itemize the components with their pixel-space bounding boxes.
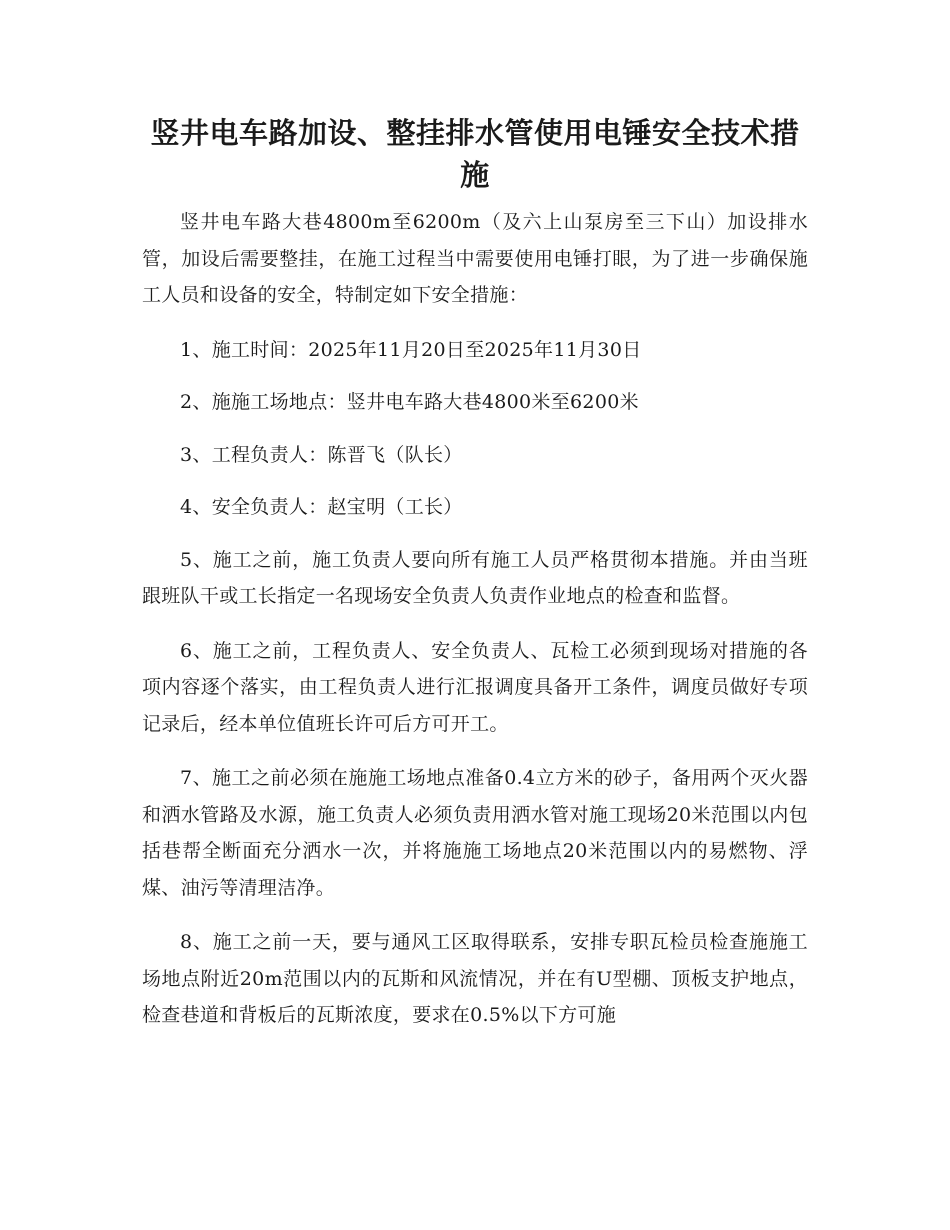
item-construction-site: 2、施施工场地点：竖井电车路大巷4800米至6200米 — [180, 391, 639, 413]
item-8-gas-check: 8、施工之前一天，要与通风工区取得联系，安排专职瓦检员检查施施工场地点附近20m范围以内的瓦斯和风流情况，并在有U型棚、顶板支护地点，检查巷道和背板后的瓦斯浓度，要求在0.5%以下方可施 — [142, 931, 808, 1026]
item-safety-leader: 4、安全负责人：赵宝明（工长） — [180, 496, 463, 518]
item-6-inspection: 6、施工之前，工程负责人、安全负责人、瓦检工必须到现场对措施的各项内容逐个落实，由工程负责人进行汇报调度具备开工条件，调度员做好专项记录后，经本单位值班长许可后方可开工。 — [142, 639, 808, 735]
item-5-briefing: 5、施工之前，施工负责人要向所有施工人员严格贯彻本措施。并由当班跟班队干或工长指定一名现场安全负责人负责作业地点的检查和监督。 — [142, 548, 808, 607]
item-project-leader: 3、工程负责人：陈晋飞（队长） — [180, 443, 463, 466]
document-body — [142, 204, 808, 1052]
item-construction-time: 1、施工时间：2025年11月20日至2025年11月30日 — [180, 338, 642, 361]
item-7-fire-prevention: 7、施工之前必须在施施工场地点准备0.4立方米的砂子，备用两个灭火器和洒水管路及水源，施工负责人必须负责用洒水管对施工现场20米范围以内包括巷帮全断面充分洒水一次，并将施施工场地点20米范围以内的易燃物、浮煤、油污等清理洁净。 — [142, 767, 808, 899]
document-title: 竖井电车路加设、整挂排水管使用电锤安全技术措施 — [150, 116, 800, 192]
intro-paragraph: 竖井电车路大巷4800m至6200m（及六上山泵房至三下山）加设排水管，加设后需要整挂，在施工过程当中需要使用电锤打眼，为了进一步确保施工人员和设备的安全，特制定如下安全措施： — [142, 211, 808, 306]
